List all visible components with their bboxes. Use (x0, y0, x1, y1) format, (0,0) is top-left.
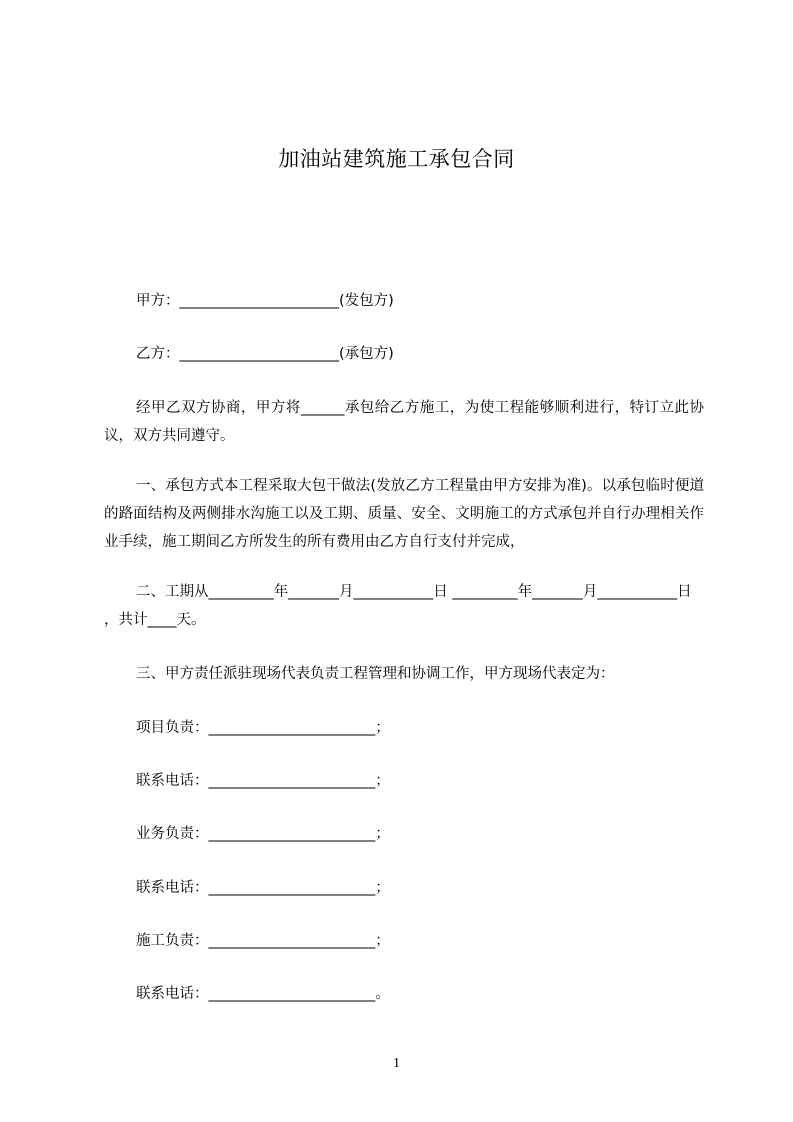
business-lead-line: 业务负责：_______________________； (136, 826, 390, 842)
document-title: 加油站建筑施工承包合同 (278, 147, 515, 171)
contact-phone-line: 联系电话：_______________________； (136, 880, 390, 896)
party-b-line: 乙方：______________________(承包方) (136, 346, 394, 362)
page-number: 1 (393, 1056, 400, 1071)
clause-1-paragraph: 一、承包方式本工程采取大包干做法(发放乙方工程量由甲方安排为准)。以承包临时便道的路面结构及两侧排水沟施工以及工期、质量、安全、文明施工的方式承包并自行办理相关作业手续，施工期间乙方所发生的所有费用由乙方自行支付并完成， (104, 478, 704, 550)
contact-phone-line: 联系电话：_______________________； (136, 773, 390, 789)
party-a-line: 甲方：______________________(发包方) (136, 293, 394, 309)
clause-2-paragraph: 二、工期从_________年_______月___________日 _________年_______月___________日 ，共计____天。 (104, 584, 692, 628)
intro-paragraph: 经甲乙双方协商，甲方将______承包给乙方施工，为使工程能够顺利进行，特订立此协议，双方共同遵守。 (104, 400, 704, 444)
construction-lead-line: 施工负责：_______________________； (136, 933, 390, 949)
project-lead-line: 项目负责：_______________________； (136, 720, 390, 736)
contact-phone-line: 联系电话：_______________________。 (136, 986, 390, 1002)
clause-3-paragraph: 三、甲方责任派驻现场代表负责工程管理和协调工作，甲方现场代表定为： (136, 666, 615, 682)
